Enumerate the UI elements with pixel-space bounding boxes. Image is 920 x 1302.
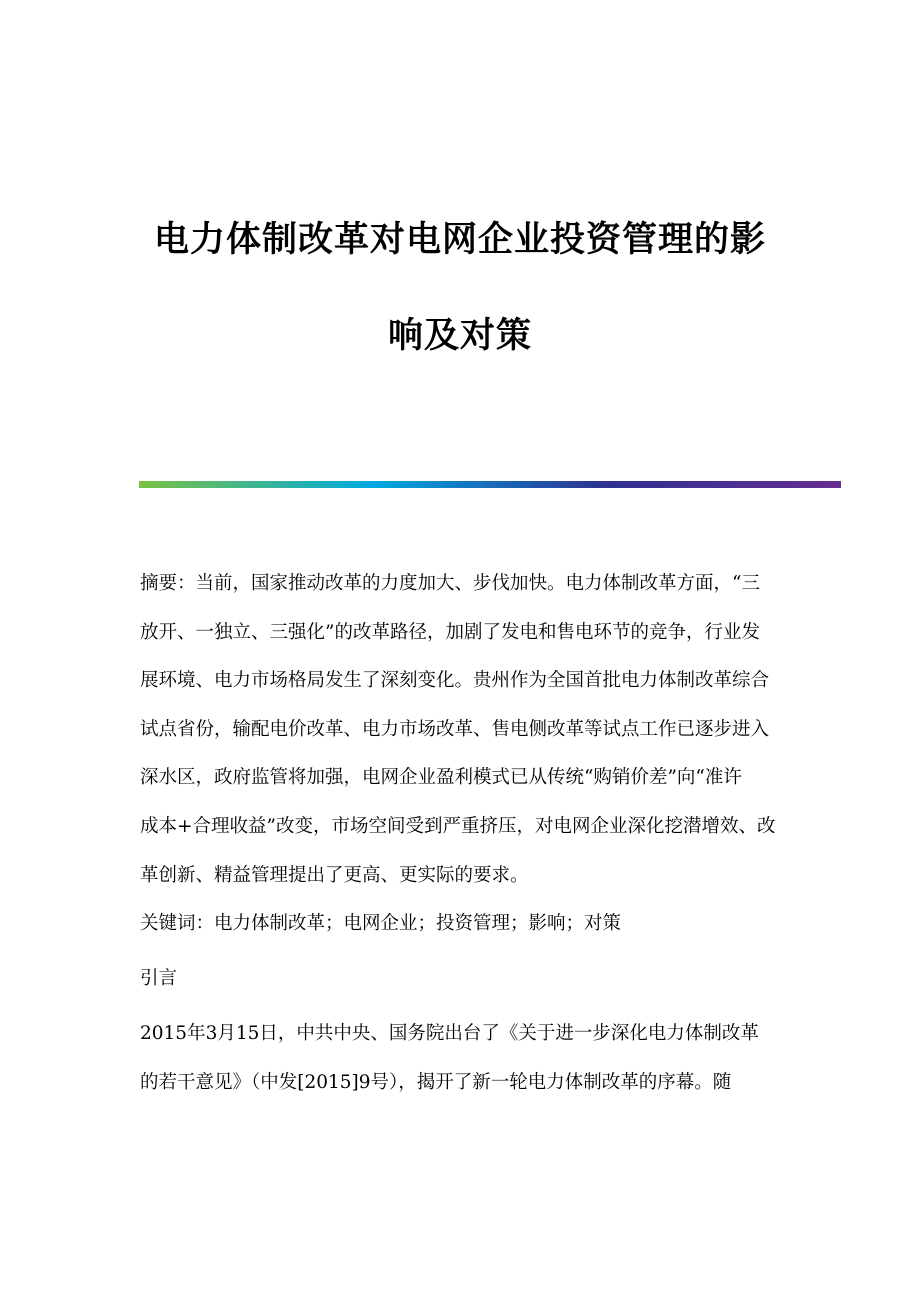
abstract-line: 试点省份，输配电价改革、电力市场改革、售电侧改革等试点工作已逐步进入 [140, 718, 770, 740]
abstract-paragraph [140, 560, 800, 900]
abstract-line: 摘要：当前，国家推动改革的力度加大、步伐加快。电力体制改革方面，“三 [140, 573, 760, 594]
abstract-line: 成本+合理收益”改变，市场空间受到严重挤压，对电网企业深化挖潜增效、改 [140, 815, 776, 837]
keywords-line: 关键词：电力体制改革；电网企业；投资管理；影响；对策 [140, 913, 622, 934]
intro-line: 2015年3月15日，中共中央、国务院出台了《关于进一步深化电力体制改革 [140, 1023, 759, 1044]
abstract-line: 放开、一独立、三强化”的改革路径，加剧了发电和售电环节的竞争，行业发 [140, 621, 760, 643]
document-title-line-2: 响及对策 [387, 316, 532, 356]
abstract-line: 深水区，政府监管将加强，电网企业盈利模式已从传统“购销价差”向“准许 [140, 767, 742, 789]
abstract-line: 革创新、精益管理提出了更高、更实际的要求。 [140, 864, 529, 886]
intro-paragraph [140, 1010, 800, 1107]
document-title-line-1: 电力体制改革对电网企业投资管理的影 [153, 220, 766, 260]
intro-line: 的若干意见》（中发[2015]9号），揭开了新一轮电力体制改革的序幕。随 [140, 1071, 732, 1093]
keywords-paragraph [140, 900, 800, 949]
intro-heading [140, 955, 800, 1004]
intro-heading-text: 引言 [140, 968, 178, 989]
abstract-line: 展环境、电力市场格局发生了深刻变化。贵州作为全国首批电力体制改革综合 [140, 670, 770, 692]
title-divider [139, 481, 841, 488]
